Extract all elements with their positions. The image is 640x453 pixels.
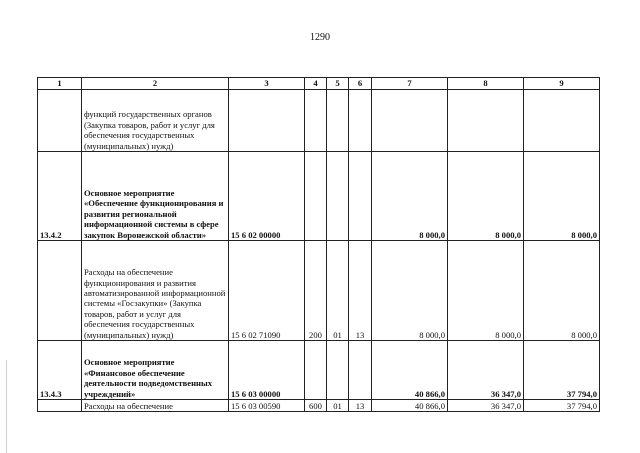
row-year2: 36 347,0 (448, 400, 524, 412)
table-row (38, 241, 600, 341)
row-year3: 8 000,0 (524, 152, 600, 241)
row-number: 13.4.3 (38, 341, 82, 400)
row-year3: 37 794,0 (524, 341, 600, 400)
header-col-4: 4 (305, 78, 327, 90)
row-year3 (524, 90, 600, 152)
row-csr: 15 6 02 00000 (229, 152, 305, 241)
row-vr (305, 152, 327, 241)
row-year1 (372, 90, 448, 152)
row-year2: 8 000,0 (448, 241, 524, 341)
header-col-2: 2 (82, 78, 229, 90)
header-col-5: 5 (327, 78, 349, 90)
budget-table (37, 77, 600, 412)
row-vr (305, 341, 327, 400)
row-rz: 01 (327, 241, 349, 341)
header-col-8: 8 (448, 78, 524, 90)
scan-edge-line (6, 360, 7, 453)
row-year1: 8 000,0 (372, 152, 448, 241)
row-year1: 8 000,0 (372, 241, 448, 341)
row-pr (349, 152, 372, 241)
header-col-9: 9 (524, 78, 600, 90)
table-row (38, 90, 600, 152)
table-row (38, 152, 600, 241)
row-year1: 40 866,0 (372, 341, 448, 400)
header-col-3: 3 (229, 78, 305, 90)
row-pr (349, 90, 372, 152)
header-col-1: 1 (38, 78, 82, 90)
row-year3: 37 794,0 (524, 400, 600, 412)
row-rz (327, 341, 349, 400)
row-year1: 40 866,0 (372, 400, 448, 412)
row-vr: 200 (305, 241, 327, 341)
row-csr: 15 6 02 71090 (229, 241, 305, 341)
row-number: 13.4.2 (38, 152, 82, 241)
table-row (38, 341, 600, 400)
table-row (38, 400, 600, 412)
header-col-6: 6 (349, 78, 372, 90)
row-number (38, 400, 82, 412)
row-name: Основное мероприятие «Обеспечение функционирования и развития региональной информационной системы в сфере закупок Воронежской области» (82, 152, 229, 241)
row-vr: 600 (305, 400, 327, 412)
header-row (38, 78, 600, 90)
page-number: 1290 (310, 32, 330, 43)
row-name: Основное мероприятие «Финансовое обеспечение деятельности подведомственных учреждений» (82, 341, 229, 400)
row-rz (327, 90, 349, 152)
row-vr (305, 90, 327, 152)
row-csr (229, 90, 305, 152)
row-pr (349, 341, 372, 400)
row-year2 (448, 90, 524, 152)
row-rz: 01 (327, 400, 349, 412)
row-year2: 36 347,0 (448, 341, 524, 400)
row-year3: 8 000,0 (524, 241, 600, 341)
row-csr: 15 6 03 00590 (229, 400, 305, 412)
row-year2: 8 000,0 (448, 152, 524, 241)
row-csr: 15 6 03 00000 (229, 341, 305, 400)
row-name: Расходы на обеспечение функционирования и развития автоматизированной информационной системы «Госзакупки» (Закупка товаров, работ и услуг для обеспечения государственных (муниципальных) нужд) (82, 241, 229, 341)
row-number (38, 241, 82, 341)
row-pr: 13 (349, 400, 372, 412)
row-pr: 13 (349, 241, 372, 341)
row-name: функций государственных органов (Закупка товаров, работ и услуг для обеспечения государственных (муниципальных) нужд) (82, 90, 229, 152)
header-col-7: 7 (372, 78, 448, 90)
row-rz (327, 152, 349, 241)
row-number (38, 90, 82, 152)
row-name: Расходы на обеспечение (82, 400, 229, 412)
